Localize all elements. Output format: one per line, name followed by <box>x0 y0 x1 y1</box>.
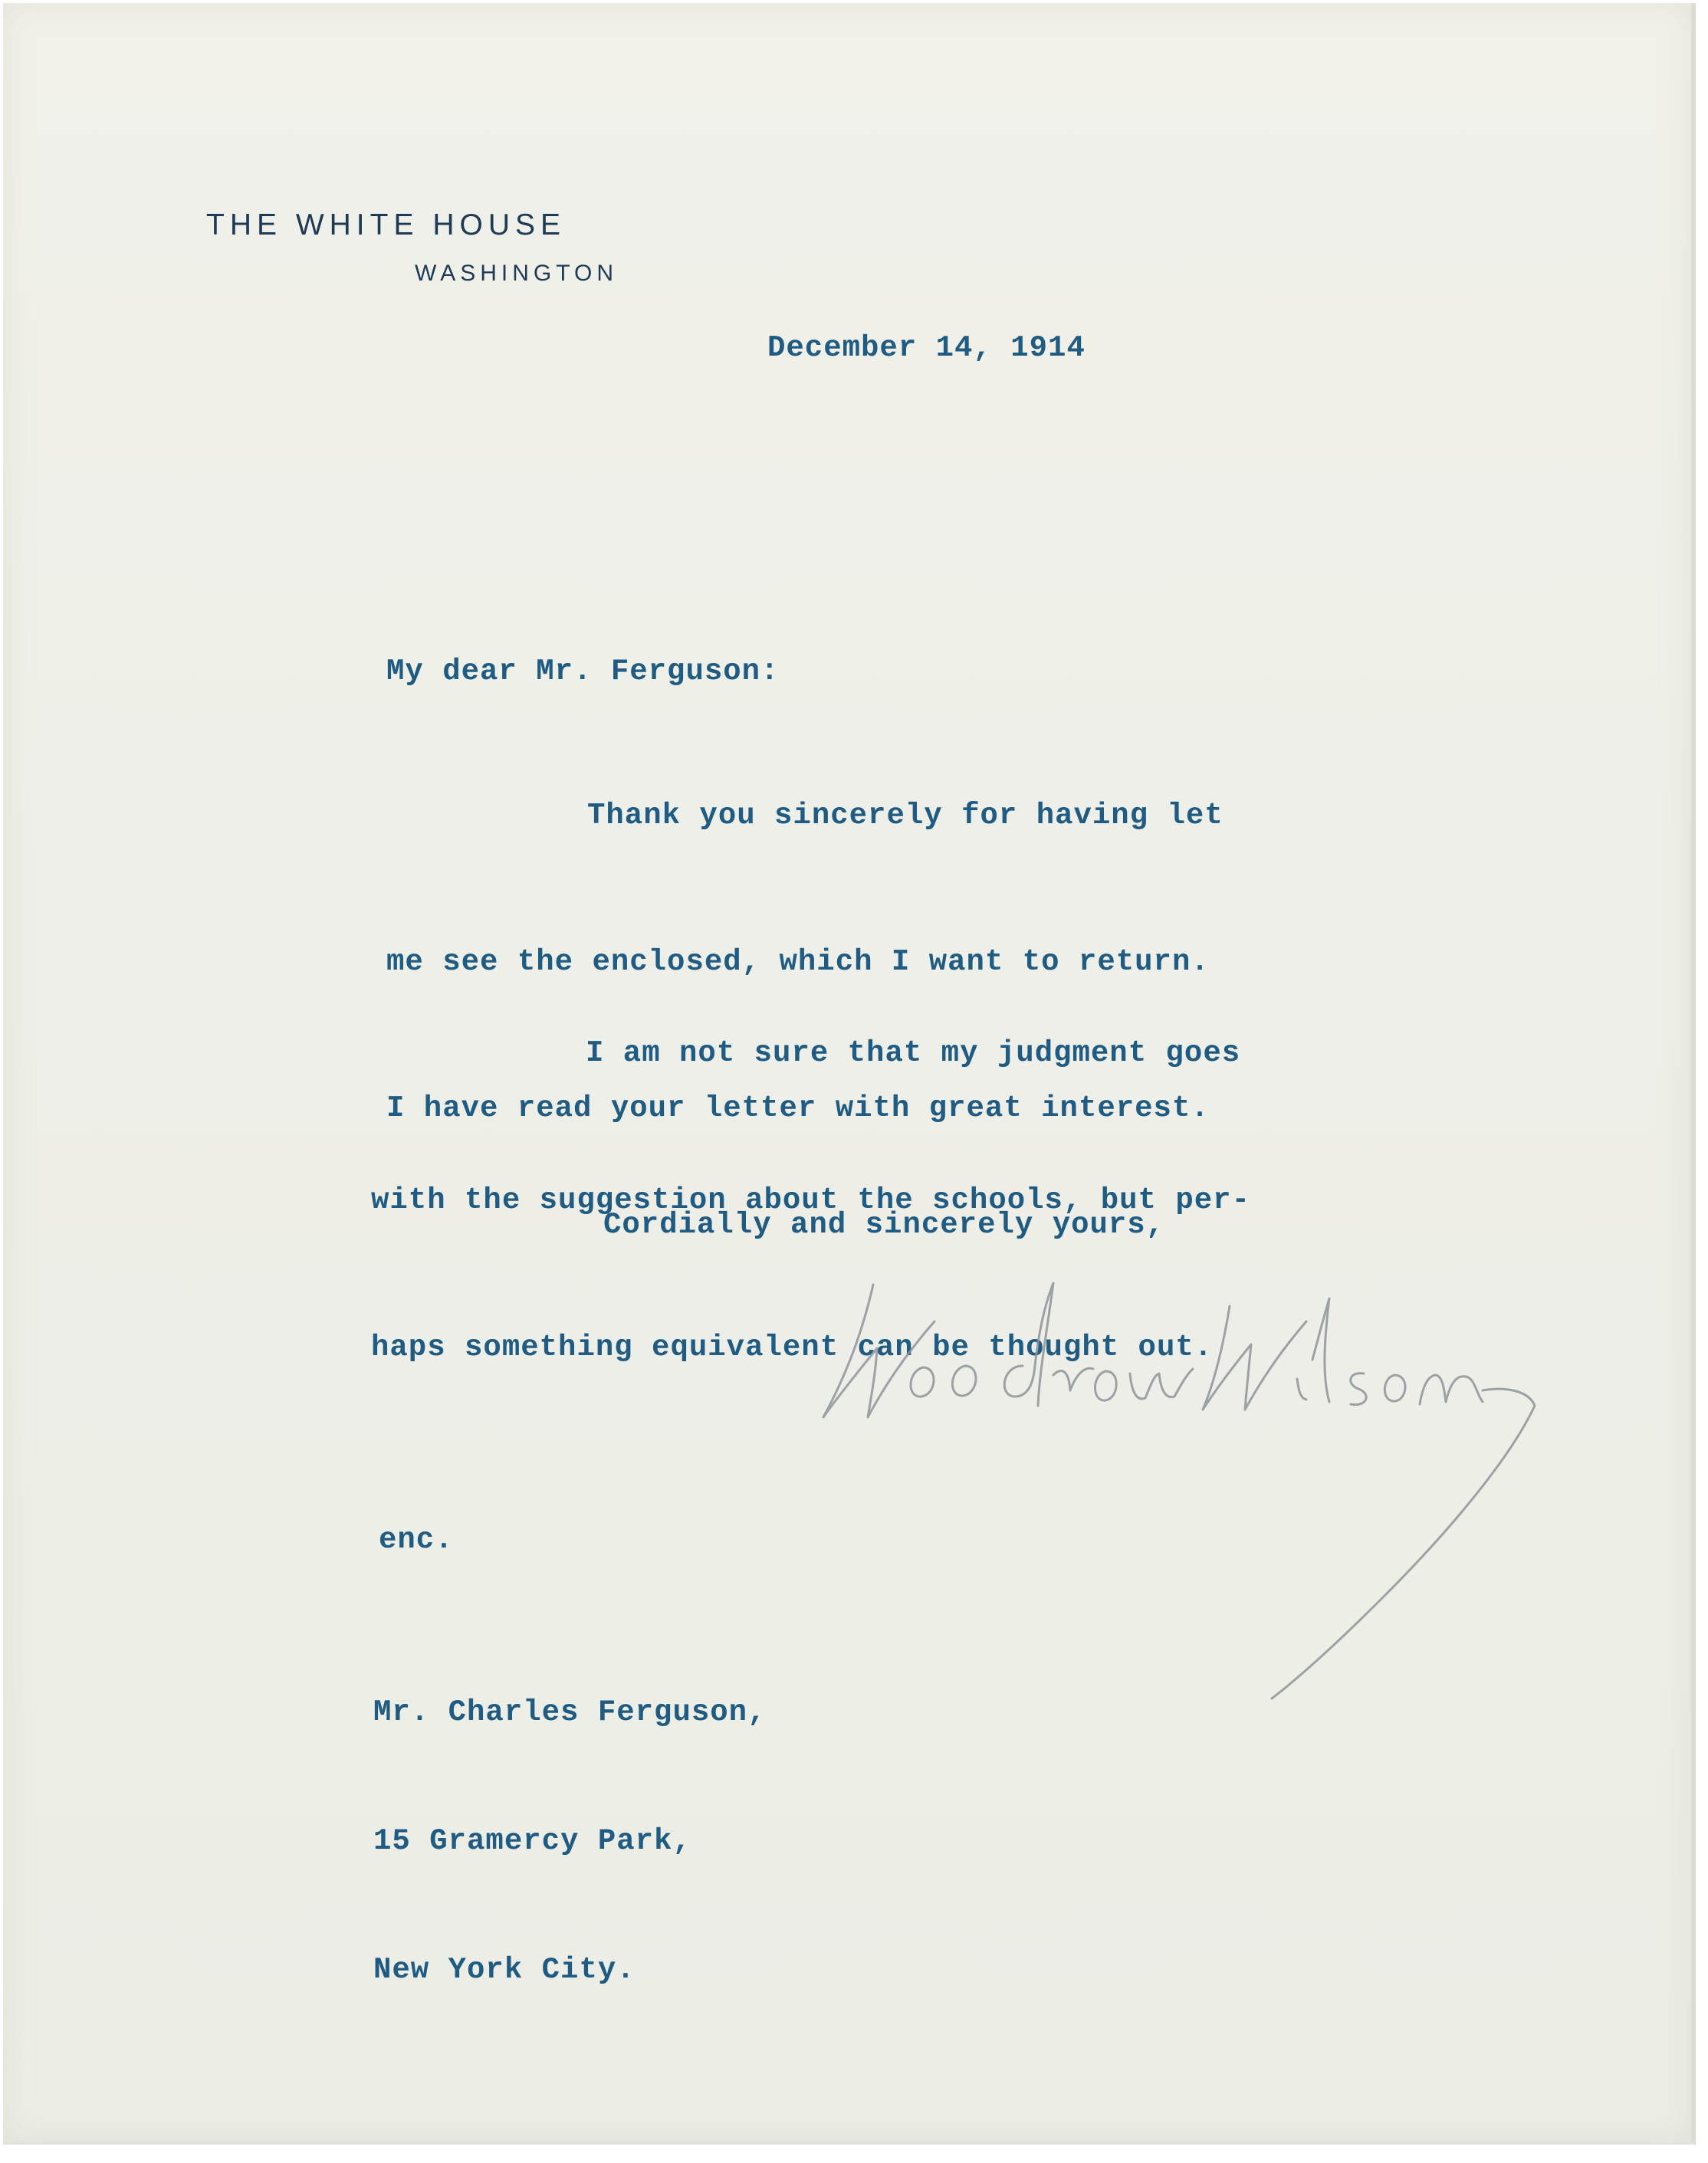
addressee-block <box>373 1605 766 2077</box>
paragraph-line: I have read your letter with great interest. <box>386 1091 1210 1125</box>
paragraph-line: Thank you sincerely for having let <box>587 799 1224 832</box>
closing: Cordially and sincerely yours, <box>603 1208 1165 1242</box>
addressee-line: 15 Gramercy Park, <box>373 1824 691 1858</box>
addressee-line: Mr. Charles Ferguson, <box>373 1695 767 1729</box>
paragraph-line: I am not sure that my judgment goes <box>586 1036 1241 1070</box>
enclosure-note: enc. <box>379 1523 454 1557</box>
addressee-line: New York City. <box>373 1953 636 1987</box>
letterhead-city: WASHINGTON <box>415 261 619 286</box>
paper-sheet <box>3 3 1696 2145</box>
letter-date: December 14, 1914 <box>767 331 1086 365</box>
letterhead-title: THE WHITE HOUSE <box>206 208 567 241</box>
paragraph-line: haps something equivalent can be thought out. <box>371 1331 1214 1364</box>
paragraph-line: with the suggestion about the schools, but per- <box>371 1183 1250 1217</box>
paragraph-line: me see the enclosed, which I want to return. <box>386 945 1210 979</box>
signature <box>800 1275 1536 1705</box>
salutation: My dear Mr. Ferguson: <box>386 655 780 688</box>
